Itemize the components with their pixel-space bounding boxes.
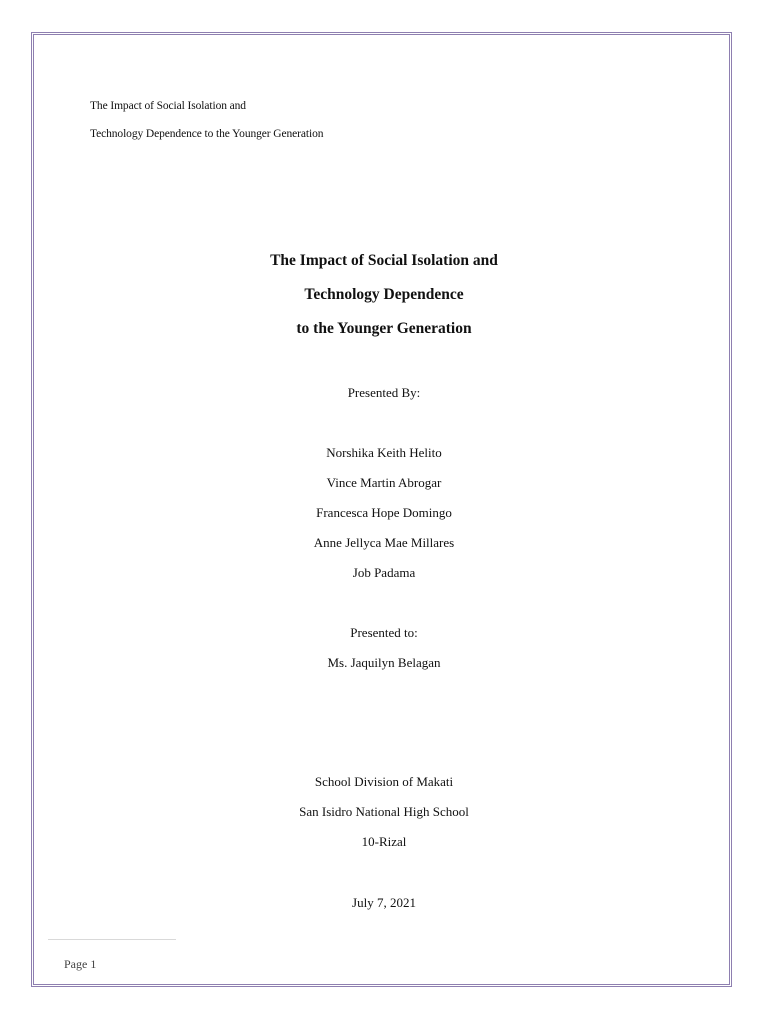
school-division: School Division of Makati bbox=[314, 774, 454, 789]
footer-divider bbox=[48, 939, 176, 940]
document-title bbox=[0, 244, 768, 346]
title-line-1: The Impact of Social Isolation and bbox=[270, 252, 498, 269]
teacher-name: Ms. Jaquilyn Belagan bbox=[327, 655, 441, 670]
presented-to-block bbox=[0, 618, 768, 678]
author-name: Job Padama bbox=[352, 565, 416, 580]
author-name: Vince Martin Abrogar bbox=[326, 475, 442, 490]
author-name: Francesca Hope Domingo bbox=[316, 505, 452, 520]
class-section: 10-Rizal bbox=[361, 834, 407, 849]
author-list bbox=[0, 438, 768, 588]
school-block bbox=[0, 767, 768, 857]
running-header bbox=[90, 92, 323, 148]
title-line-2: Technology Dependence bbox=[304, 286, 464, 303]
presented-by-label: Presented By: bbox=[347, 385, 421, 400]
author-name: Norshika Keith Helito bbox=[326, 445, 442, 460]
running-header-line-2: Technology Dependence to the Younger Generation bbox=[90, 128, 324, 140]
presented-to-label: Presented to: bbox=[350, 625, 418, 640]
school-name: San Isidro National High School bbox=[299, 804, 469, 819]
author-name: Anne Jellyca Mae Millares bbox=[313, 535, 455, 550]
document-date: July 7, 2021 bbox=[352, 895, 416, 910]
title-line-3: to the Younger Generation bbox=[296, 320, 472, 337]
running-header-line-1: The Impact of Social Isolation and bbox=[90, 100, 246, 112]
page-number: Page 1 bbox=[64, 957, 97, 971]
